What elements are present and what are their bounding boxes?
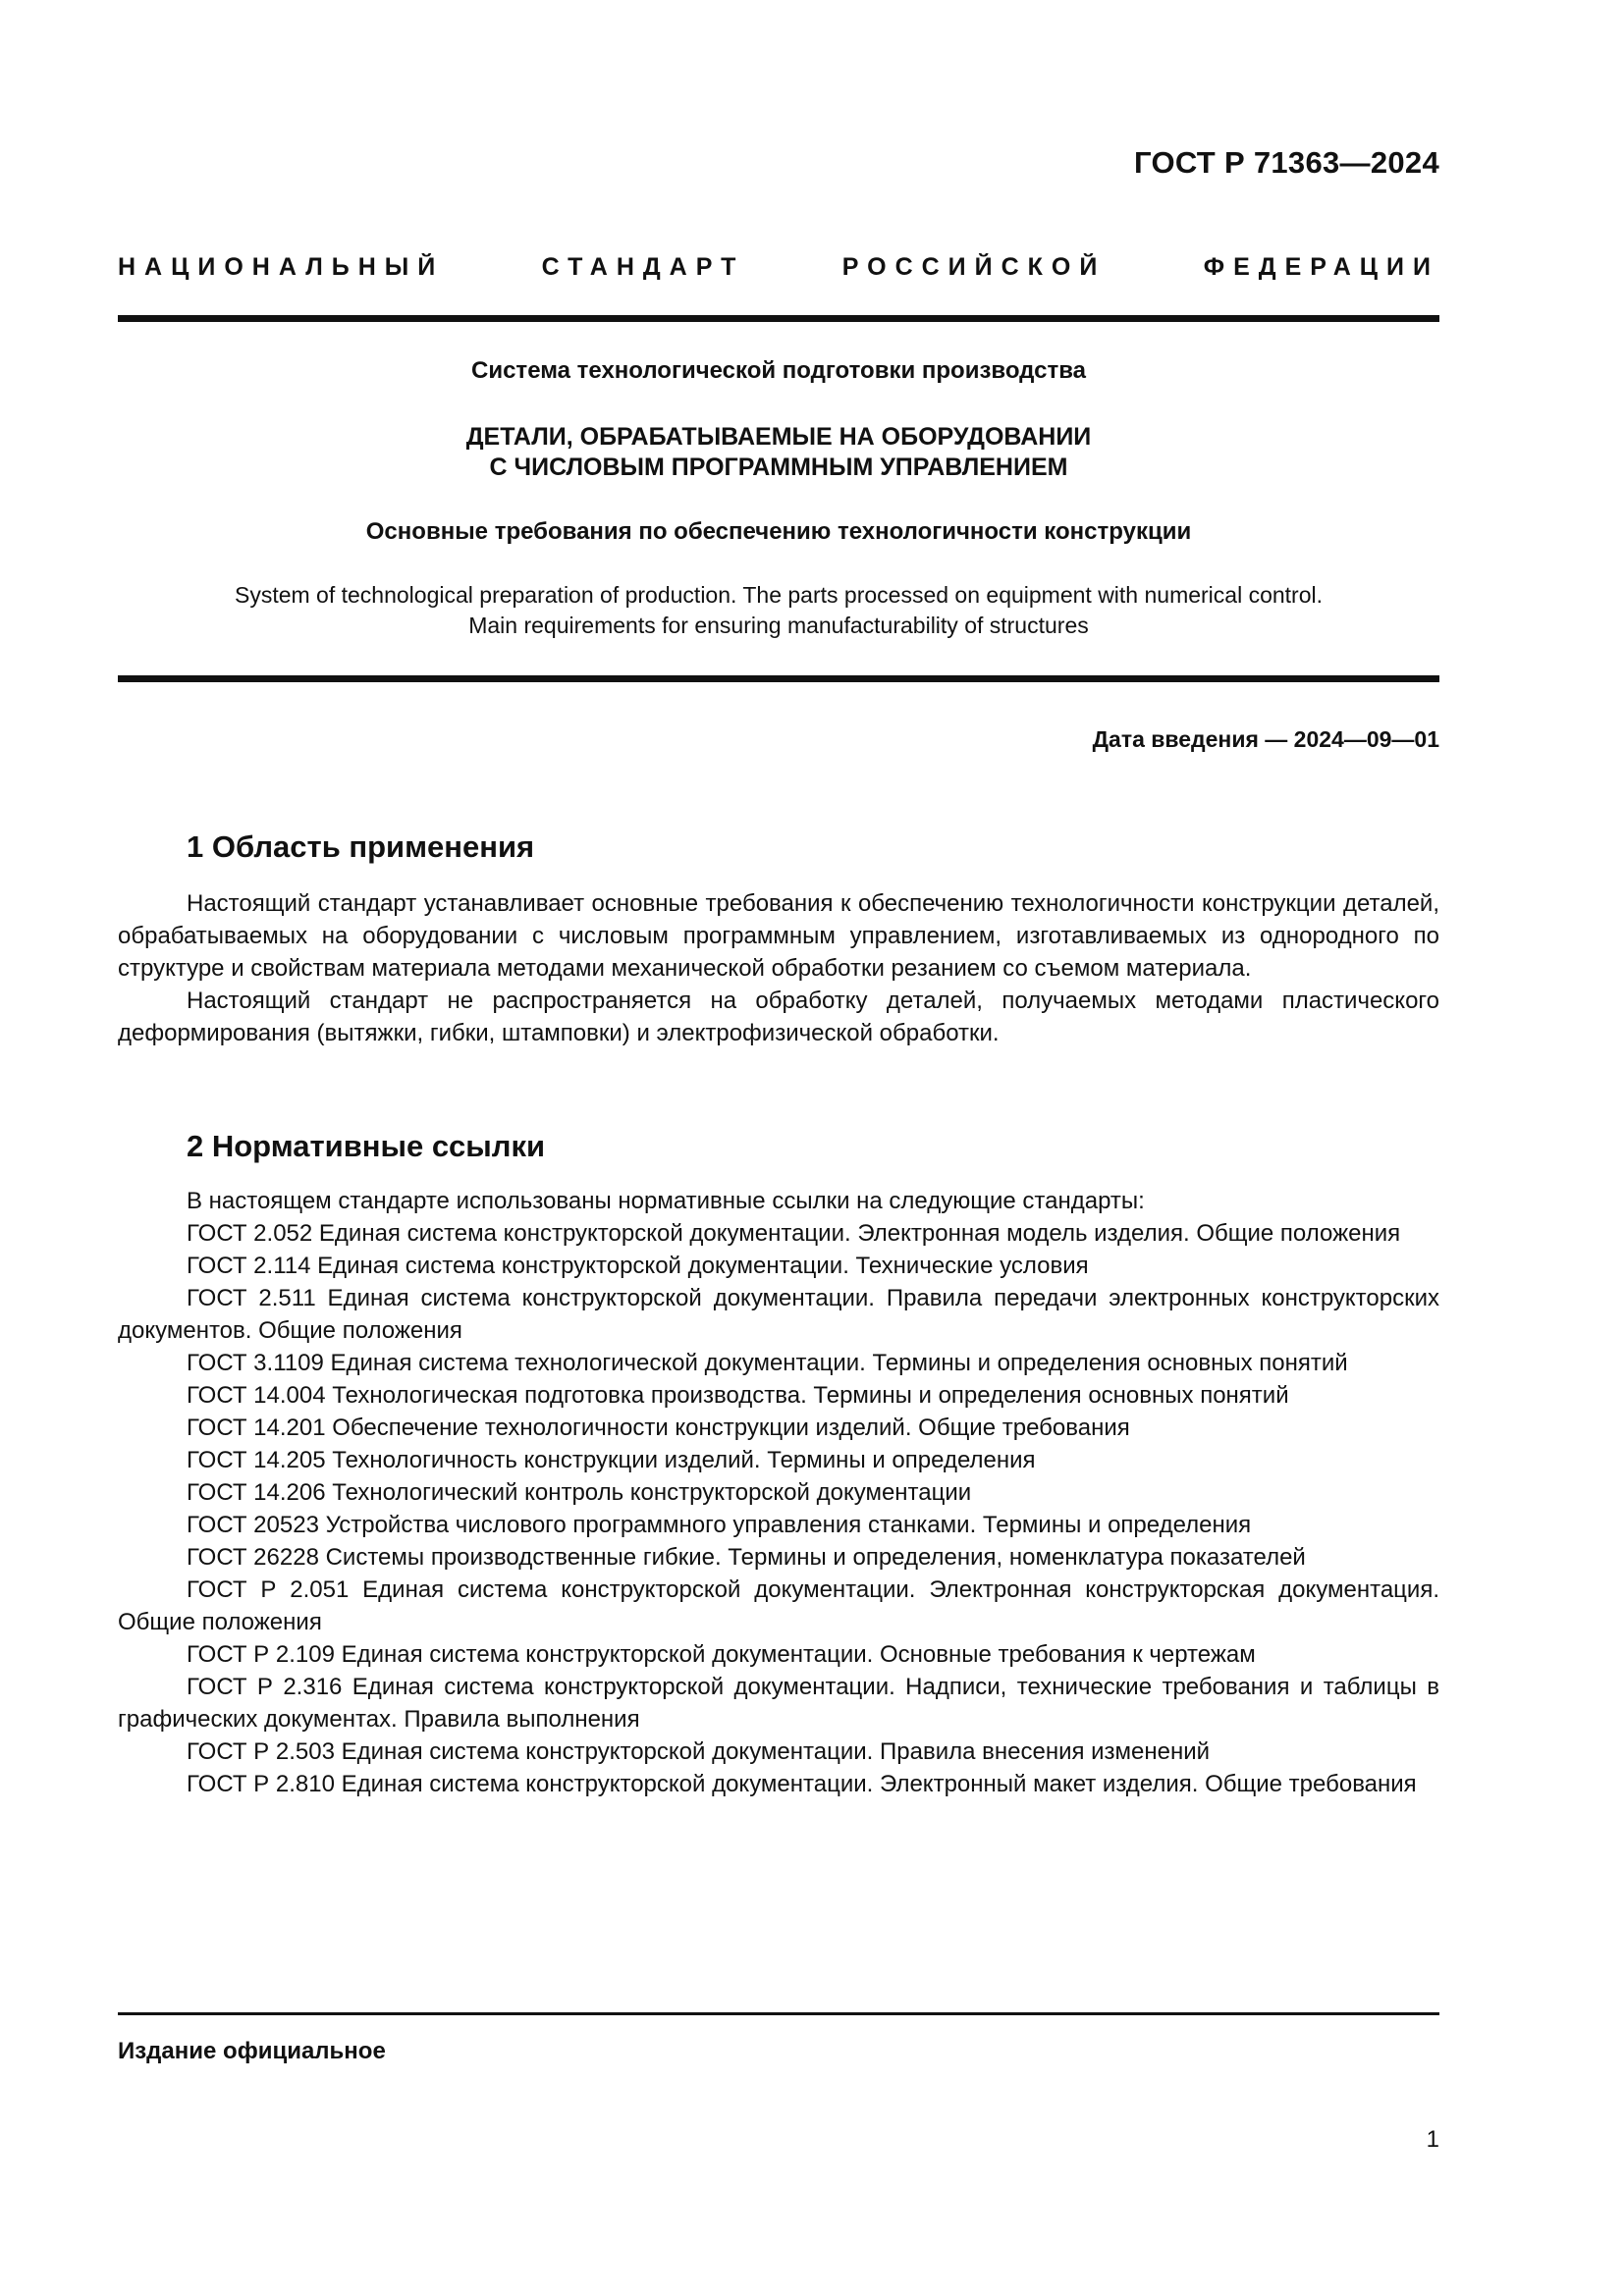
official-edition-label: Издание официальное — [118, 2038, 386, 2064]
footer-divider — [118, 2012, 1439, 2015]
main-title-line-1: ДЕТАЛИ, ОБРАБАТЫВАЕМЫЕ НА ОБОРУДОВАНИИ — [465, 423, 1092, 451]
reference-item: ГОСТ Р 2.503 Единая система конструкторской документации. Правила внесения изменений — [187, 1738, 1211, 1765]
reference-item: ГОСТ 14.004 Технологическая подготовка производства. Термины и определения основных понятий — [187, 1382, 1289, 1409]
reference-item: ГОСТ 3.1109 Единая система технологической документации. Термины и определения основных понятий — [187, 1350, 1348, 1376]
main-title — [118, 422, 1439, 483]
document-code: ГОСТ Р 71363—2024 — [1134, 145, 1439, 180]
reference-item: ГОСТ Р 2.109 Единая система конструкторской документации. Основные требования к чертежам — [187, 1641, 1256, 1668]
reference-item: ГОСТ 20523 Устройства числового программного управления станками. Термины и определения — [187, 1512, 1252, 1538]
paragraph: Настоящий стандарт не распространяется на обработку деталей, получаемых методами пластического деформирования (вытяжки, гибки, штамповки) и электрофизической обработки. — [118, 988, 1439, 1046]
introduction-date: Дата введения — 2024—09—01 — [1092, 726, 1439, 752]
title-divider — [118, 675, 1439, 682]
reference-item: ГОСТ 14.206 Технологический контроль конструкторской документации — [187, 1479, 972, 1506]
system-title: Система технологической подготовки производства — [471, 357, 1086, 384]
reference-item: ГОСТ 26228 Системы производственные гибкие. Термины и определения, номенклатура показателей — [187, 1544, 1306, 1571]
reference-item: ГОСТ 2.511 Единая система конструкторской документации. Правила передачи электронных конструкторских документов. Общие положения — [118, 1285, 1439, 1344]
main-title-line-2: С ЧИСЛОВЫМ ПРОГРАММНЫМ УПРАВЛЕНИЕМ — [489, 454, 1068, 481]
national-standard-banner: НАЦИОНАЛЬНЫЙ СТАНДАРТ РОССИЙСКОЙ ФЕДЕРАЦИИ — [118, 253, 1439, 281]
section-2-heading: 2 Нормативные ссылки — [187, 1129, 546, 1163]
reference-item: ГОСТ Р 2.810 Единая система конструкторской документации. Электронный макет изделия. Общие требования — [187, 1771, 1417, 1797]
page-number: 1 — [1426, 2126, 1439, 2153]
reference-item: ГОСТ Р 2.316 Единая система конструкторской документации. Надписи, технические требования и таблицы в графических документах. Правила выполнения — [118, 1674, 1439, 1733]
paragraph: Настоящий стандарт устанавливает основные требования к обеспечению технологичности конструкции деталей, обрабатываемых на оборудовании с числовым программным управлением, изготавливаемых из однородного по структуре и свойствам материала методами механической обработки резанием со съемом материала. — [118, 890, 1439, 982]
section-1-heading: 1 Область применения — [187, 829, 535, 864]
english-title — [118, 580, 1439, 641]
section-1-body — [118, 887, 1439, 1049]
reference-item: ГОСТ 14.201 Обеспечение технологичности конструкции изделий. Общие требования — [187, 1415, 1130, 1441]
paragraph: В настоящем стандарте использованы нормативные ссылки на следующие стандарты: — [187, 1188, 1145, 1214]
english-title-line-1: System of technological preparation of production. The parts processed on equipment with numerical control. — [234, 582, 1324, 608]
document-subtitle: Основные требования по обеспечению технологичности конструкции — [365, 518, 1192, 545]
reference-item: ГОСТ Р 2.051 Единая система конструкторской документации. Электронная конструкторская документация. Общие положения — [118, 1576, 1439, 1635]
reference-item: ГОСТ 2.114 Единая система конструкторской документации. Технические условия — [187, 1253, 1089, 1279]
header-divider — [118, 315, 1439, 322]
document-page — [118, 0, 1439, 2296]
reference-item: ГОСТ 14.205 Технологичность конструкции изделий. Термины и определения — [187, 1447, 1036, 1473]
section-2-body — [118, 1185, 1439, 1800]
english-title-line-2: Main requirements for ensuring manufacturability of structures — [468, 613, 1089, 638]
reference-item: ГОСТ 2.052 Единая система конструкторской документации. Электронная модель изделия. Общие положения — [187, 1220, 1401, 1247]
